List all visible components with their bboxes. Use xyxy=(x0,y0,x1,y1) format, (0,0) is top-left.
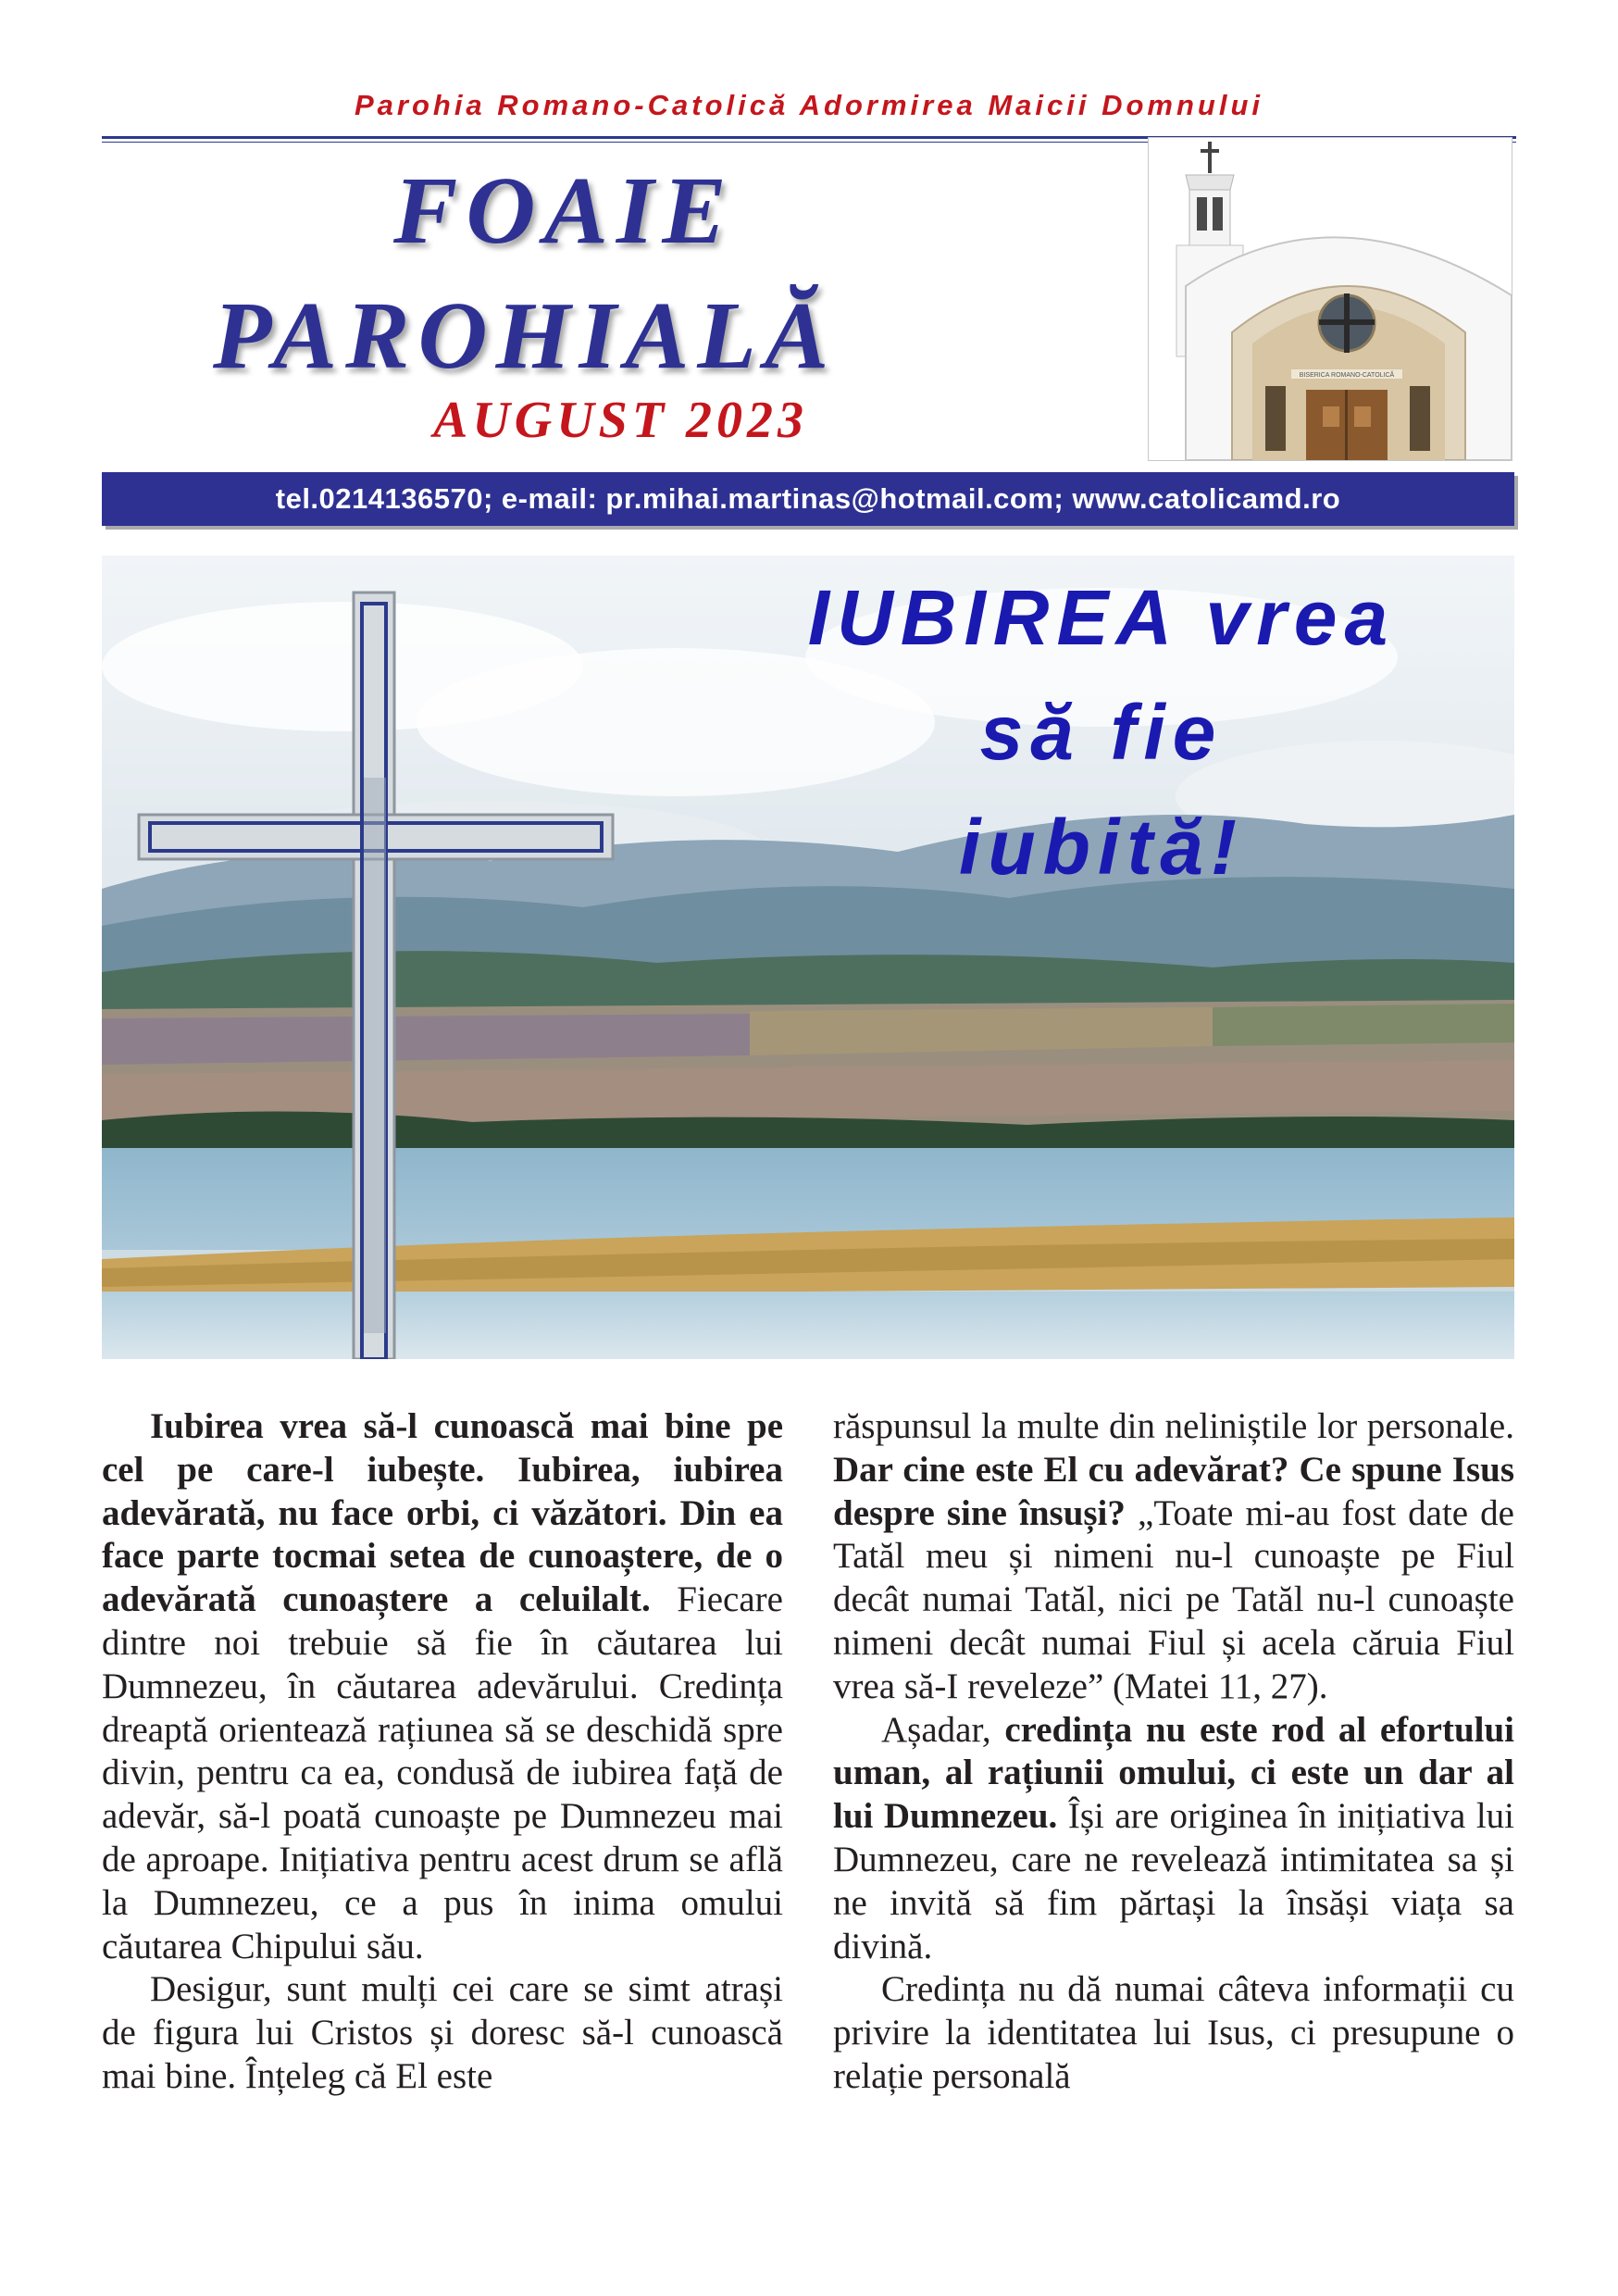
headline-line-1: IUBIREA vrea xyxy=(807,574,1396,661)
parish-name: Parohia Romano-Catolică Adormirea Maicii Domnului xyxy=(354,89,1264,121)
paragraph-text: Își are originea în inițiativa lui Dumnezeu, care ne revelează intimitatea sa și ne invită să fim părtași la însăși viața sa divină. xyxy=(833,1796,1514,1966)
bold-statement: credința nu este rod al efortului uman, al rațiunii omului, ci este un dar al lui Dumnezeu. xyxy=(833,1709,1515,1837)
article-paragraph xyxy=(102,1968,783,2098)
paragraph-text: Fiecare dintre noi trebuie să fie în căutarea lui Dumnezeu, în căutarea adevărului. Credința dreaptă orientează rațiunea să se deschidă spre divin, pentru ca ea, condusă de iubirea față de adevăr, să-l poată cunoaște pe Dumnezeu mai de aproape. Inițiativa pentru acest drum se află la Dumnezeu, ce a pus în inima omului căutarea Chipului său. xyxy=(102,1579,783,1966)
article-column-left xyxy=(102,1405,783,2099)
article-paragraph xyxy=(833,1405,1514,1709)
masthead-line-2: PAROHIALĂ xyxy=(213,282,838,389)
paragraph-text: Desigur, sunt mulți cei care se simt atrași de figura lui Cristos și doresc să-l cunoască mai bine. Înțeleg că El este xyxy=(102,1969,783,2096)
paragraph-text: Credința nu dă numai câteva informații cu privire la identitatea lui Isus, ci presupune o relație personală xyxy=(833,1969,1514,2096)
lead-bold-text: Iubirea vrea să-l cunoască mai bine pe cel pe care-l iubește. Iubirea, iubirea adevărată, nu face orbi, ci văzători. Din ea face parte tocmai setea de cunoaștere, de o adevărată cunoaștere a celuilalt. xyxy=(102,1406,783,1620)
church-illustration xyxy=(1149,138,1512,460)
headline-line-3: iubită! xyxy=(959,804,1244,891)
bold-question: Dar cine este El cu adevărat? Ce spune Isus despre sine însuși? xyxy=(833,1449,1514,1533)
church-photo xyxy=(1148,137,1512,461)
hero-headline xyxy=(703,560,1500,905)
headline-line-2: să fie xyxy=(979,689,1224,776)
article-paragraph xyxy=(833,1968,1514,2098)
paragraph-text: Așadar, xyxy=(881,1709,1005,1750)
masthead-line-1: FOAIE xyxy=(393,157,735,264)
paragraph-text: „Toate mi-au fost date de Tatăl meu și nimeni nu-l cunoaște pe Fiul decât numai Tatăl, nici pe Tatăl nu-l cunoaște nimeni decât numai Fiul și acela căruia Fiul vrea să-I reveleze” (Matei 11, 27). xyxy=(833,1492,1514,1706)
contact-bar: tel.0214136570; e-mail: pr.mihai.martinas@hotmail.com; www.catolicamd.ro xyxy=(102,472,1514,526)
paragraph-text: răspunsul la multe din neliniștile lor personale. xyxy=(833,1406,1514,1446)
article-column-right xyxy=(833,1405,1514,2099)
article-paragraph xyxy=(833,1709,1514,1969)
church-sign: BISERICA ROMANO-CATOLICĂ xyxy=(1299,372,1395,379)
article-paragraph xyxy=(102,1405,783,1968)
issue-date: AUGUST 2023 xyxy=(433,392,809,449)
